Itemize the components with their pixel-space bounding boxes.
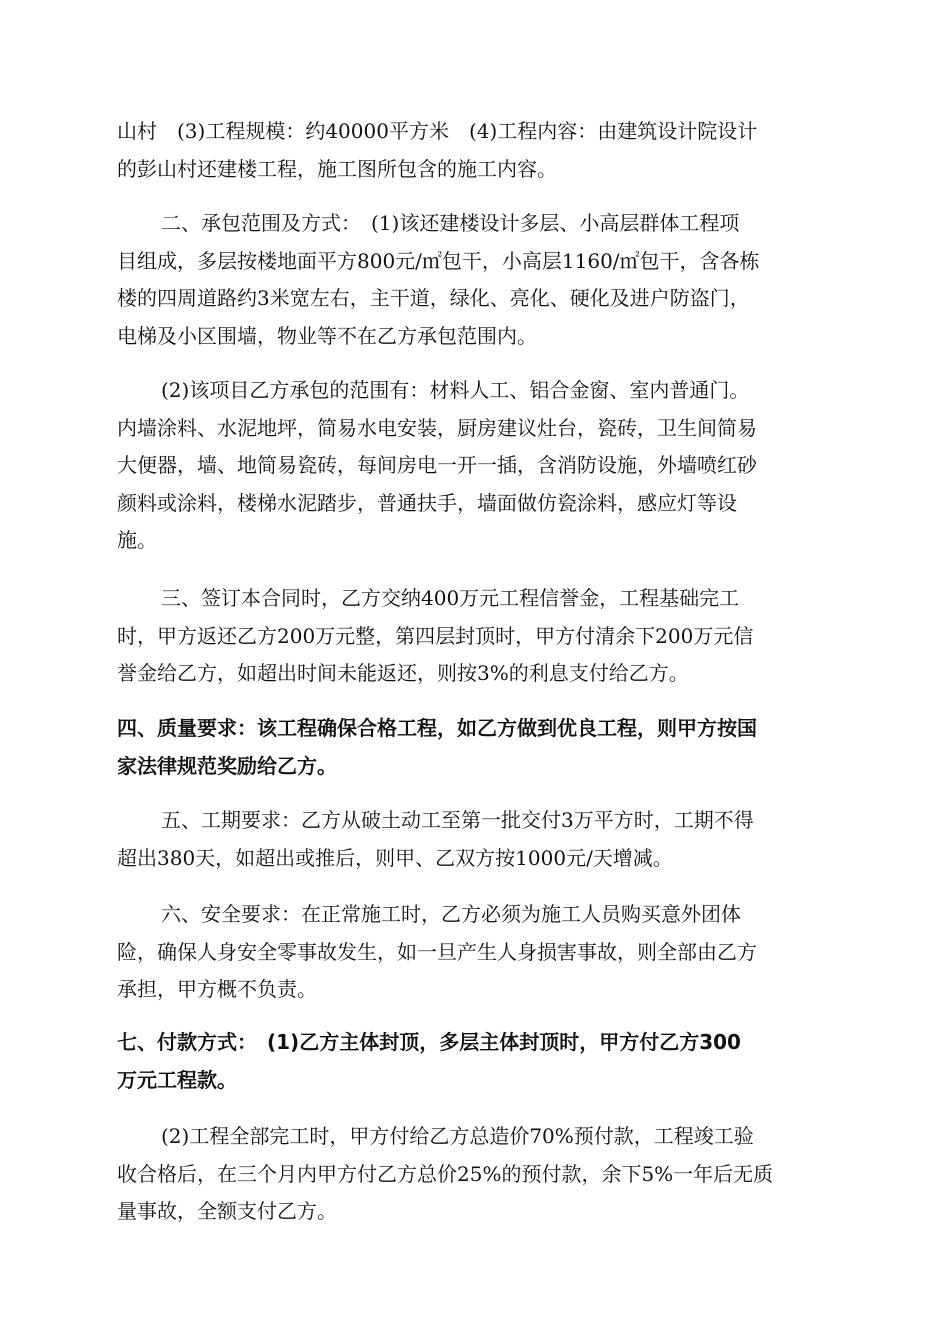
text-line: 七、付款方式： (1)乙方主体封顶，多层主体封顶时，甲方付乙方300 — [117, 1030, 741, 1054]
paragraph-payment-schedule — [117, 1118, 837, 1231]
text-line: 时，甲方返还乙方200万元整，第四层封顶时，甲方付清余下200万元信 — [117, 623, 754, 648]
paragraph-project-scale — [117, 113, 837, 188]
text-line: 楼的四周道路约3米宽左右，主干道，绿化、亮化、硬化及进户防盗门， — [117, 286, 750, 310]
text-line: 险，确保人身安全零事故发生，如一旦产生人身损害事故，则全部由乙方 — [117, 939, 757, 964]
text-line: 超出380天，如超出或推后，则甲、乙双方按1000元/天增减。 — [117, 845, 673, 870]
paragraph-contract-scope — [117, 205, 837, 355]
paragraph-schedule-requirement — [117, 802, 837, 877]
text-line: 万元工程款。 — [117, 1067, 237, 1092]
text-line: 三、签订本合同时，乙方交纳400万元工程信誉金，工程基础完工 — [161, 586, 740, 610]
text-line: 山村 (3)工程规模：约40000平方米 (4)工程内容：由建筑设计院设计 — [117, 119, 758, 143]
text-line: 四、质量要求：该工程确保合格工程，如乙方做到优良工程，则甲方按国 — [117, 716, 757, 740]
paragraph-contract-items — [117, 372, 837, 560]
text-line: 的彭山村还建楼工程，施工图所包含的施工内容。 — [117, 156, 557, 181]
text-line: 大便器，墙、地简易瓷砖，每间房电一开一插，含消防设施，外墙喷红砂 — [117, 453, 757, 477]
paragraph-safety-requirement — [117, 896, 837, 1009]
paragraph-payment-method — [117, 1024, 837, 1099]
text-line: 誉金给乙方，如超出时间未能返还，则按3%的利息支付给乙方。 — [117, 661, 689, 685]
text-line: (2)该项目乙方承包的范围有：材料人工、铝合金窗、室内普通门。 — [161, 378, 750, 402]
text-line: 收合格后，在三个月内甲方付乙方总价25%的预付款，余下5%一年后无质 — [117, 1161, 774, 1186]
text-line: 二、承包范围及方式： (1)该还建楼设计多层、小高层群体工程项 — [161, 211, 740, 235]
text-line: 六、安全要求：在正常施工时，乙方必须为施工人员购买意外团体 — [161, 902, 741, 926]
paragraph-quality-requirement — [117, 710, 837, 785]
text-line: 颜料或涂料，楼梯水泥踏步，普通扶手，墙面做仿瓷涂料，感应灯等设 — [117, 490, 737, 515]
text-line: 家法律规范奖励给乙方。 — [117, 753, 337, 778]
text-line: 内墙涂料、水泥地坪，简易水电安装，厨房建议灶台，瓷砖，卫生间简易 — [117, 415, 757, 440]
text-line: 目组成，多层按楼地面平方800元/㎡包干，小高层1160/㎡包干，含各栋 — [117, 248, 760, 273]
text-line: 施。 — [117, 528, 157, 552]
text-line: 量事故，全额支付乙方。 — [117, 1199, 337, 1223]
text-line: (2)工程全部完工时，甲方付给乙方总造价70%预付款，工程竣工验 — [161, 1124, 754, 1148]
paragraph-deposit — [117, 580, 837, 693]
text-line: 五、工期要求：乙方从破土动工至第一批交付3万平方时，工期不得 — [161, 808, 754, 832]
text-line: 电梯及小区围墙，物业等不在乙方承包范围内。 — [117, 323, 537, 348]
text-line: 承担，甲方概不负责。 — [117, 977, 317, 1001]
